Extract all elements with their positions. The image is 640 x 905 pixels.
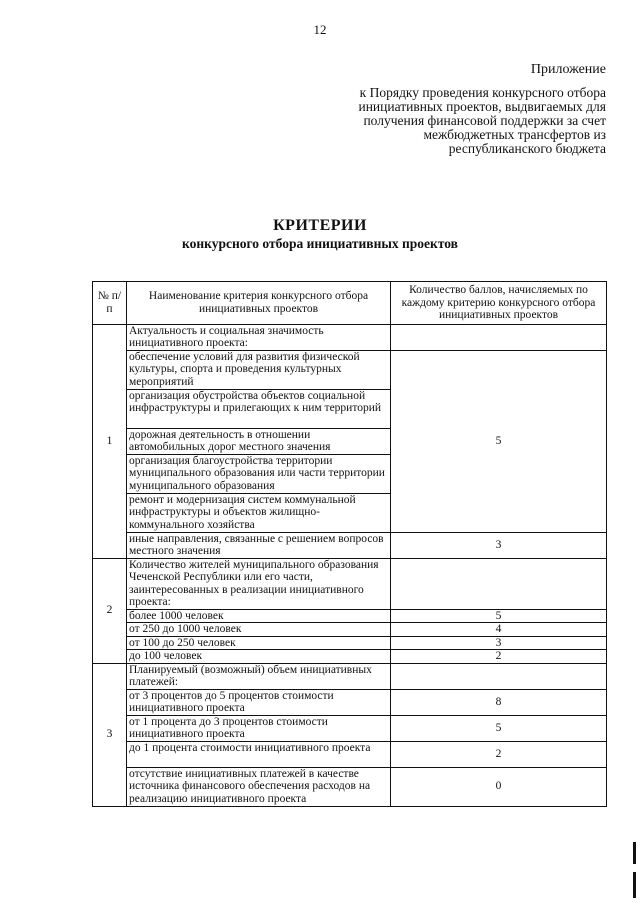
group1-other-score: 3 xyxy=(391,532,607,558)
group2-row-score: 5 xyxy=(391,609,607,623)
document-title: КРИТЕРИИ xyxy=(273,217,367,234)
group2-row-score: 4 xyxy=(391,623,607,637)
page-number: 12 xyxy=(313,22,327,37)
group3-row-label: от 3 процентов до 5 процентов стоимости инициативного проекта xyxy=(127,689,391,715)
group2-heading: Количество жителей муниципального образования Чеченской Республики или его части, заинтересованных в реализации инициативного проекта: xyxy=(127,558,391,609)
table-row xyxy=(93,715,607,741)
group1-heading: Актуальность и социальная значимость инициативного проекта: xyxy=(127,324,391,350)
group2-row-label: от 250 до 1000 человек xyxy=(127,623,391,637)
group1-item: организация благоустройства территории муниципального образования или части территории муниципального образования xyxy=(127,454,391,493)
table-header-row xyxy=(93,282,607,325)
group1-heading-score xyxy=(391,324,607,350)
group2-row-score: 3 xyxy=(391,636,607,650)
group1-item: дорожная деятельность в отношении автомобильных дорог местного значения xyxy=(127,428,391,454)
table-row xyxy=(93,650,607,664)
group1-items-score: 5 xyxy=(391,350,607,532)
group3-heading-score xyxy=(391,663,607,689)
group1-item: ремонт и модернизация систем коммунальной инфраструктуры и объектов жилищно-коммунального хозяйства xyxy=(127,493,391,532)
appendix-text: к Порядку проведения конкурсного отбора инициативных проектов, выдвигаемых для получения финансовой поддержки за счет межбюджетных трансфертов из республиканского бюджета xyxy=(358,85,606,156)
appendix-title: Приложение xyxy=(530,62,606,77)
table-row xyxy=(93,741,607,767)
group3-row-label: от 1 процента до 3 процентов стоимости инициативного проекта xyxy=(127,715,391,741)
table-row xyxy=(93,689,607,715)
document-subtitle: конкурсного отбора инициативных проектов xyxy=(182,236,458,251)
margin-mark xyxy=(633,872,636,898)
group3-row-score: 8 xyxy=(391,689,607,715)
table-row xyxy=(93,324,607,350)
criteria-table xyxy=(92,281,607,807)
group3-num: 3 xyxy=(93,663,127,806)
header-score: Количество баллов, начисляемых по каждому критерию конкурсного отбора инициативных проектов xyxy=(391,282,607,325)
group3-row-score: 2 xyxy=(391,741,607,767)
header-num: № п/п xyxy=(93,282,127,325)
table-row xyxy=(93,623,607,637)
group2-row-label: до 100 человек xyxy=(127,650,391,664)
group2-row-score: 2 xyxy=(391,650,607,664)
group2-heading-score xyxy=(391,558,607,609)
margin-mark xyxy=(633,842,636,864)
table-row xyxy=(93,609,607,623)
group2-row-label: от 100 до 250 человек xyxy=(127,636,391,650)
group3-row-score: 5 xyxy=(391,715,607,741)
table-row xyxy=(93,350,607,389)
group2-row-label: более 1000 человек xyxy=(127,609,391,623)
table-row xyxy=(93,663,607,689)
group3-row-label: до 1 процента стоимости инициативного проекта xyxy=(127,741,391,767)
group2-num: 2 xyxy=(93,558,127,663)
table-row xyxy=(93,558,607,609)
group1-num: 1 xyxy=(93,324,127,558)
table-row xyxy=(93,636,607,650)
group3-row-score: 0 xyxy=(391,767,607,806)
group3-heading: Планируемый (возможный) объем инициативных платежей: xyxy=(127,663,391,689)
group1-item: обеспечение условий для развития физической культуры, спорта и проведения культурных мероприятий xyxy=(127,350,391,389)
group1-item: организация обустройства объектов социальной инфраструктуры и прилегающих к ним территорий xyxy=(127,389,391,428)
group1-other: иные направления, связанные с решением вопросов местного значения xyxy=(127,532,391,558)
table-row xyxy=(93,532,607,558)
table-row xyxy=(93,767,607,806)
header-name: Наименование критерия конкурсного отбора инициативных проектов xyxy=(127,282,391,325)
group3-row-label: отсутствие инициативных платежей в качестве источника финансового обеспечения расходов на реализацию инициативного проекта xyxy=(127,767,391,806)
